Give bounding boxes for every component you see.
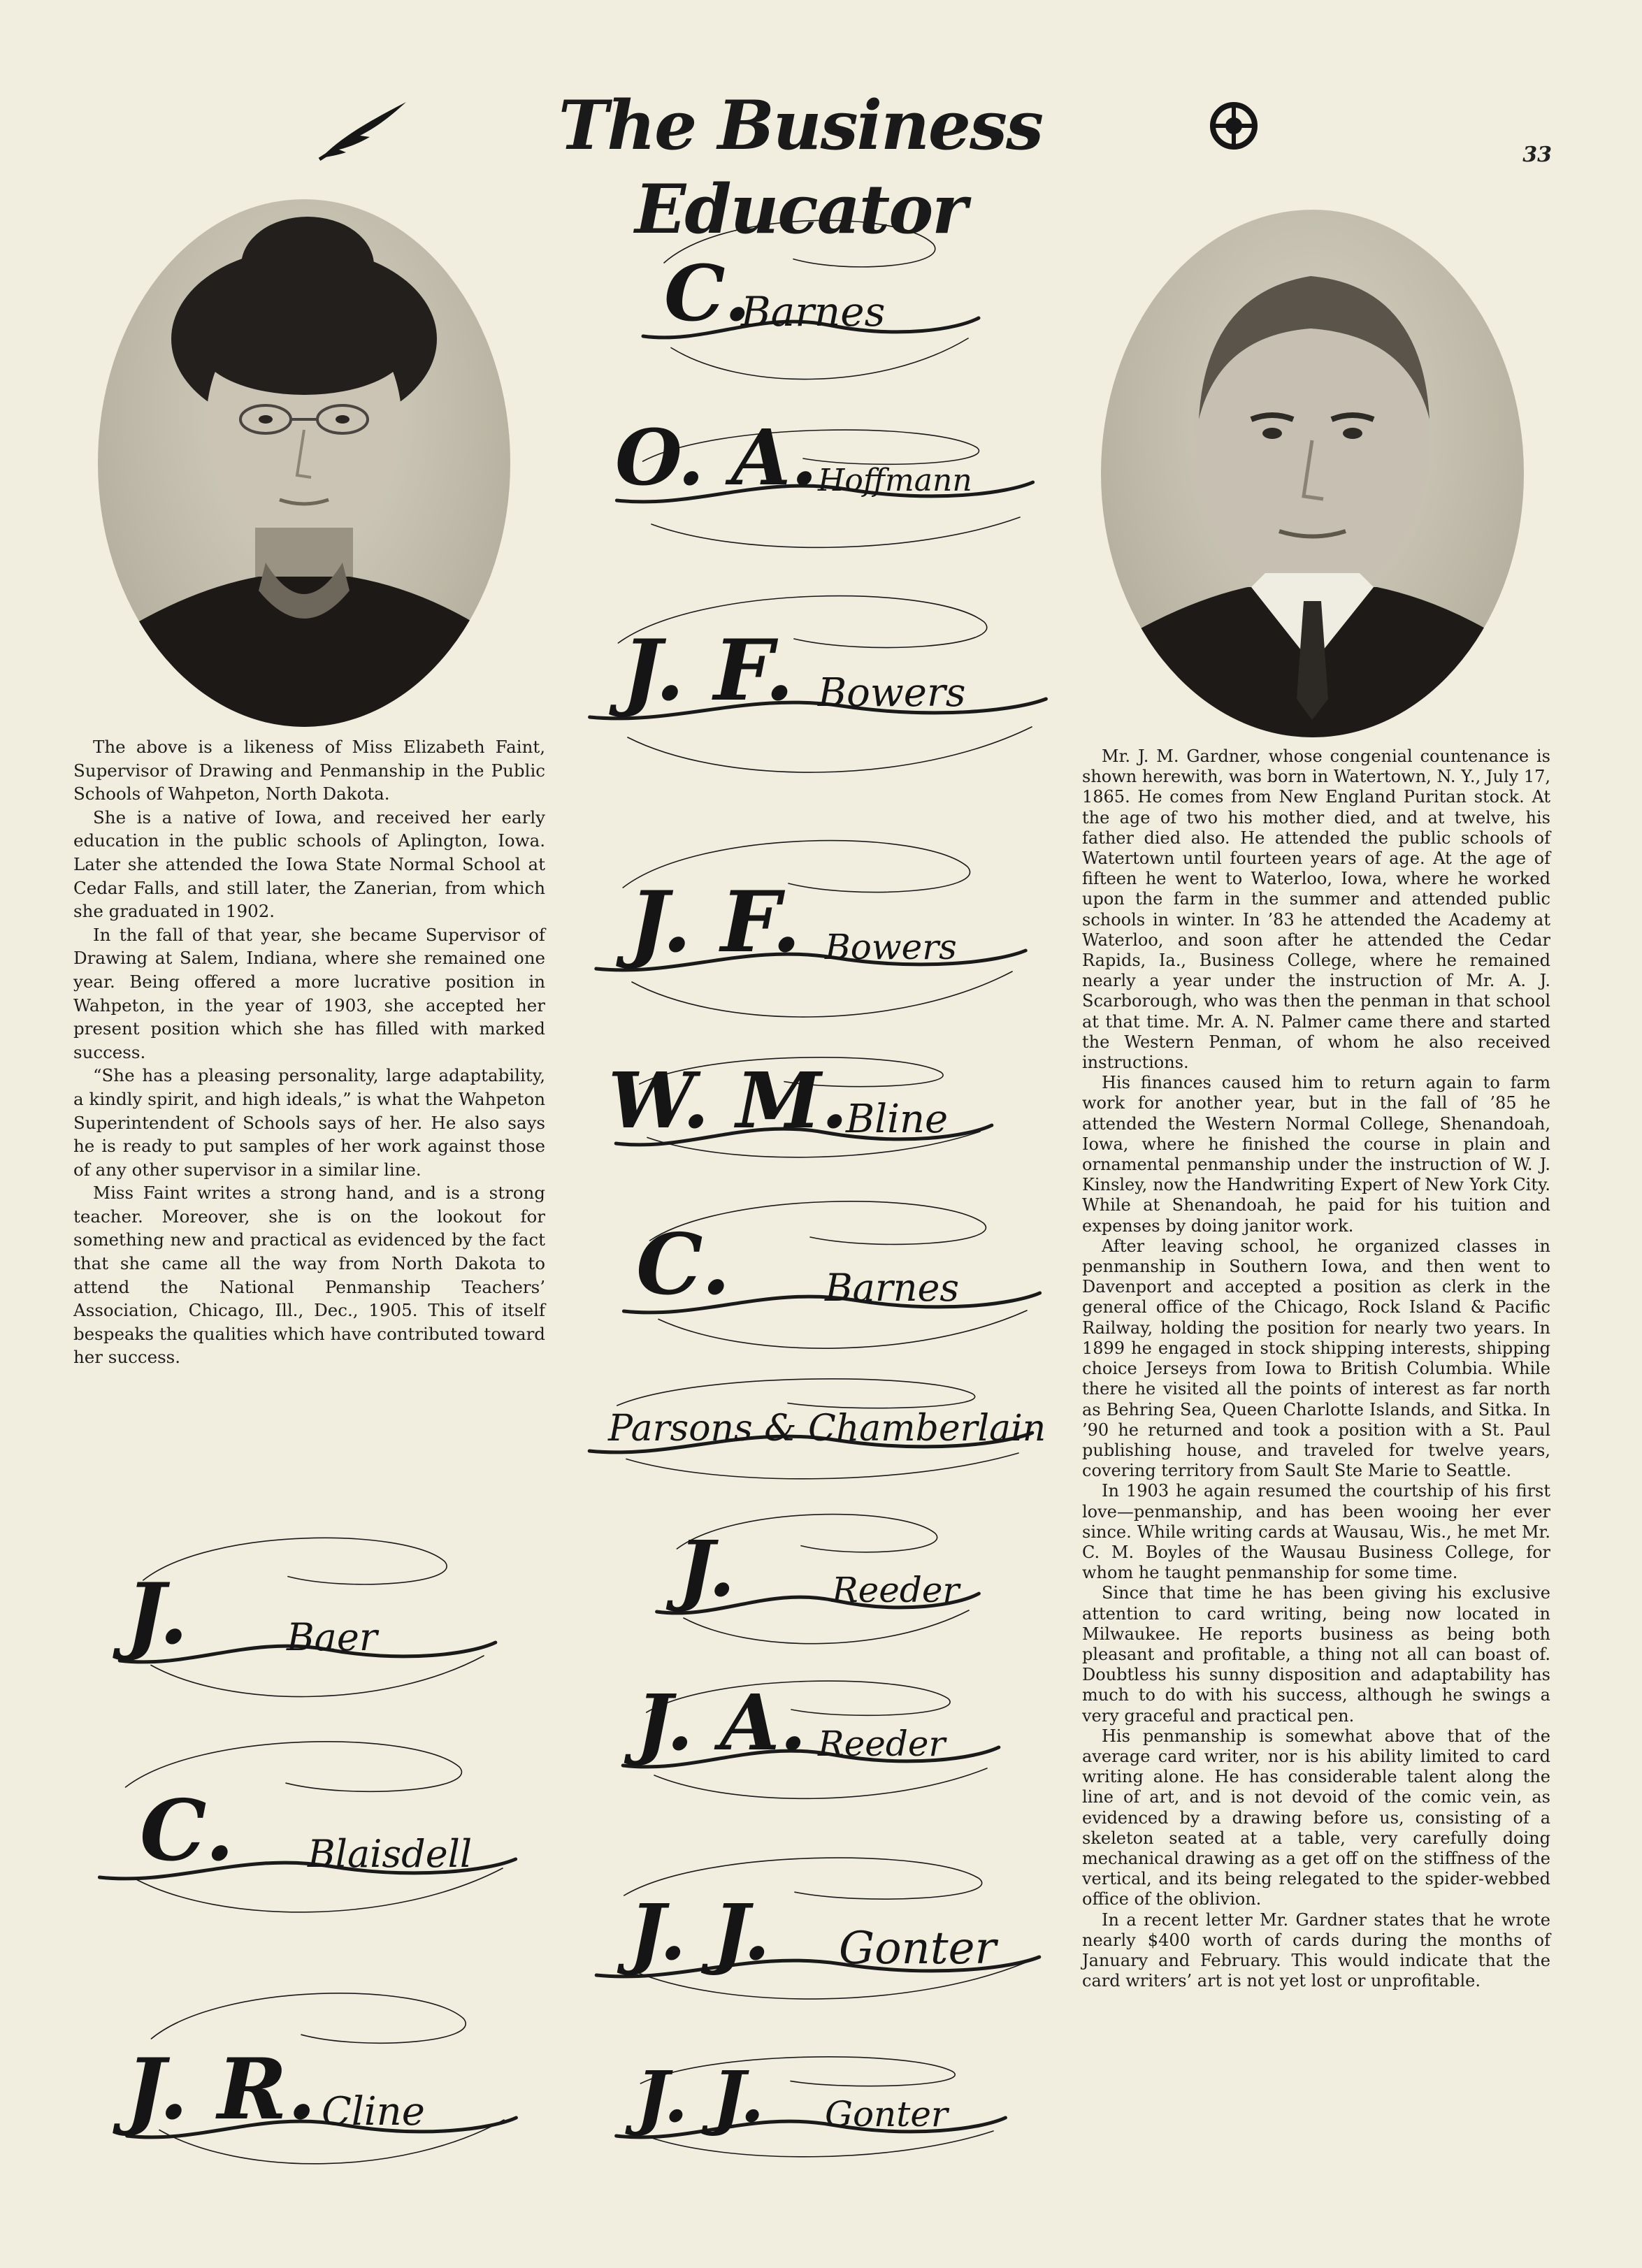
paragraph: After leaving school, he organized classes in penmanship in Southern Iowa, and then went to Davenport and accepted a position as clerk in the general office of the Chicago, Rock Island & Pacific Railway, holding the position for nearly two years. In 1899 he engaged in stock shipping interests, shipping choice Jerseys from Iowa to British Columbia. While there he visited all the points of interest as far north as Behring Sea, Queen Charlotte Islands, and Sitka. In ’90 he returned and took a position with a St. Paul publishing house, and traveled for twelve years, covering territory from Sault Ste Marie to Seattle. <box>1082 1236 1550 1481</box>
signature-10 <box>587 1845 1049 2013</box>
signature-surname: Blaisdell <box>308 1832 473 1876</box>
page-number: 33 <box>1522 143 1552 167</box>
signature-capitals: J. F. <box>629 873 801 972</box>
article-elizabeth-faint <box>73 735 545 1369</box>
signature-surname: Parsons & Chamberlain <box>608 1408 1046 1450</box>
signature-surname: Barnes <box>825 1266 960 1310</box>
flourish-stroke <box>654 1768 987 1798</box>
signature-surname: Gonter <box>825 2094 948 2135</box>
flourish-stroke <box>617 1379 975 1408</box>
signature-surname: Barnes <box>741 288 886 335</box>
flourish-stroke <box>651 517 1020 547</box>
signature-1 <box>636 206 986 395</box>
signature-capitals: J. <box>678 1524 735 1614</box>
signature-capitals: C. <box>140 1782 235 1880</box>
signature-13 <box>91 1726 524 1929</box>
paragraph: In a recent letter Mr. Gardner states that he wrote nearly $400 worth of cards during the months of January and February. This would indicate that the card writers’ art is not yet lost or unprofitable. <box>1082 1909 1550 1991</box>
signature-capitals: W. M. <box>608 1055 849 1146</box>
signature-capitals: J. J. <box>636 2056 765 2138</box>
signature-2 <box>608 412 1042 559</box>
paragraph: The above is a likeness of Miss Elizabeth Faint, Supervisor of Drawing and Penmanship in the Public Schools of Wahpeton, North Dakota. <box>73 737 545 804</box>
woman-portrait-icon <box>98 199 510 727</box>
signature-12 <box>112 1524 503 1712</box>
signature-3 <box>580 580 1056 790</box>
signature-capitals: C. <box>664 248 751 338</box>
signature-capitals: J. J. <box>629 1887 770 1977</box>
paragraph: Miss Faint writes a strong hand, and is a strong teacher. Moreover, she is on the lookout for something new and practical as evidenced by the fact that she came all the way from North Dakota to attend the National Penmanship Teachers’ Association, Chicago, Ill., Dec., 1905. This of itself bespeaks the qualities which have contributed toward her success. <box>73 1183 545 1368</box>
signature-6 <box>615 1188 1049 1363</box>
signature-9 <box>615 1670 1007 1810</box>
flourish-stroke <box>151 1656 484 1697</box>
signature-surname: Bowers <box>825 927 957 967</box>
flourish-stroke <box>658 1310 1027 1348</box>
signature-surname: Bowers <box>818 670 966 716</box>
paragraph: His finances caused him to return again to farm work for another year, but in the fall of ’85 he attended the Western Normal College, Shenandoah, Iowa, where he finished the course in plain and ornamental penmanship under the instruction of W. J. Kinsley, now the Handwriting Expert of New York City. While at Shenandoah, he paid for his tuition and expenses by doing janitor work. <box>1082 1073 1550 1236</box>
paragraph: Mr. J. M. Gardner, whose congenial countenance is shown herewith, was born in Watertown, N. Y., July 17, 1865. He comes from New England Puritan stock. At the age of two his mother died, and at twelve, his father died also. He attended the public schools of Watertown until fourteen years of age. At the age of fifteen he went to Waterloo, Iowa, where he worked upon the farm in the summer and attended public schools in winter. In ’83 he attended the Academy at Waterloo, and soon after he attended the Cedar Rapids, Ia., Business College, where he remained nearly a year under the instruction of Mr. A. J. Scarborough, who was then the penman in that school at that time. Mr. A. N. Palmer came there and started the Western Penman, of whom he also received instructions. <box>1082 746 1550 1073</box>
signature-5 <box>608 1048 1000 1167</box>
masthead <box>0 77 1642 249</box>
signature-surname: Reeder <box>818 1724 946 1764</box>
signature-surname: Bline <box>846 1097 949 1142</box>
paragraph: In 1903 he again resumed the courtship of his first love—penmanship, and has been wooing her ever since. While writing cards at Wausau, Wis., he met Mr. C. M. Boyles of the Wausau Business College, for whom he taught penmanship for some time. <box>1082 1481 1550 1583</box>
flourish-stroke <box>684 1610 969 1644</box>
paragraph: His penmanship is somewhat above that of the average card writer, nor is his ability limited to card writing alone. He has considerable talent along the line of art, and is not devoid of the comic vein, as evidenced by a drawing before us, consisting of a skeleton seated at a table, very carefully doing mechanical drawing as a get off on the stiffness of the vertical, and its being relegated to the spider-webbed office of the oblivion. <box>1082 1726 1550 1909</box>
article-j-m-gardner <box>1082 746 1550 1991</box>
signature-4 <box>587 825 1035 1034</box>
signature-surname: Gonter <box>839 1923 997 1974</box>
paragraph: Since that time he has been giving his exclusive attention to card writing, being now located in Milwaukee. He reports business as being both pleasant and profitable, a thing not all can boast of. Doubtless his sunny disposition and adaptability has much to do with his success, although he swings a very graceful and practical pen. <box>1082 1583 1550 1726</box>
paragraph: In the fall of that year, she became Supervisor of Drawing at Salem, Indiana, where she remained one year. Being offered a more lucrative position in Wahpeton, in the year of 1903, she accepted her present position which she has filled with marked success. <box>73 924 545 1062</box>
signature-surname: Reeder <box>832 1570 960 1610</box>
signature-8 <box>650 1503 986 1656</box>
paragraph: She is a native of Iowa, and received her early education in the public schools of Aplington, Iowa. Later she attended the Iowa State Normal School at Cedar Falls, and still later, the Zanerian, from which she graduated in 1902. <box>73 807 545 922</box>
flourish-stroke <box>632 972 1012 1017</box>
signature-14 <box>119 1978 524 2181</box>
signature-surname: Baer <box>287 1615 377 1659</box>
portrait-elizabeth-faint <box>98 199 510 727</box>
signature-capitals: J. A. <box>636 1677 807 1768</box>
portrait-j-m-gardner <box>1101 210 1524 737</box>
masthead-title: The Business Educator <box>558 86 1043 249</box>
signature-capitals: J. F. <box>622 621 794 720</box>
signature-surname: Cline <box>322 2089 425 2135</box>
signature-capitals: C. <box>636 1215 731 1314</box>
flourish-stroke <box>628 727 1032 772</box>
signature-surname: Hoffmann <box>818 463 972 498</box>
signature-7 <box>580 1370 1046 1489</box>
flourish-stroke <box>143 1538 447 1584</box>
paragraph: “She has a pleasing personality, large adaptability, a kindly spirit, and high ideals,” is what the Wahpeton Superintendent of Schools says of her. He also says he is ready to put samples of her work against those of any other supervisor in a similar line. <box>73 1065 545 1180</box>
signature-capitals: J. <box>126 1565 189 1663</box>
flourish-stroke <box>626 1453 1018 1479</box>
signature-capitals: O. A. <box>615 412 818 503</box>
flourish-stroke <box>671 338 968 380</box>
signature-capitals: J. R. <box>126 2040 317 2139</box>
man-portrait-icon <box>1101 210 1524 737</box>
emblem-icon <box>1206 98 1262 154</box>
quill-icon <box>318 98 409 161</box>
signature-11 <box>608 2048 1014 2167</box>
flourish-stroke <box>151 1993 466 2043</box>
